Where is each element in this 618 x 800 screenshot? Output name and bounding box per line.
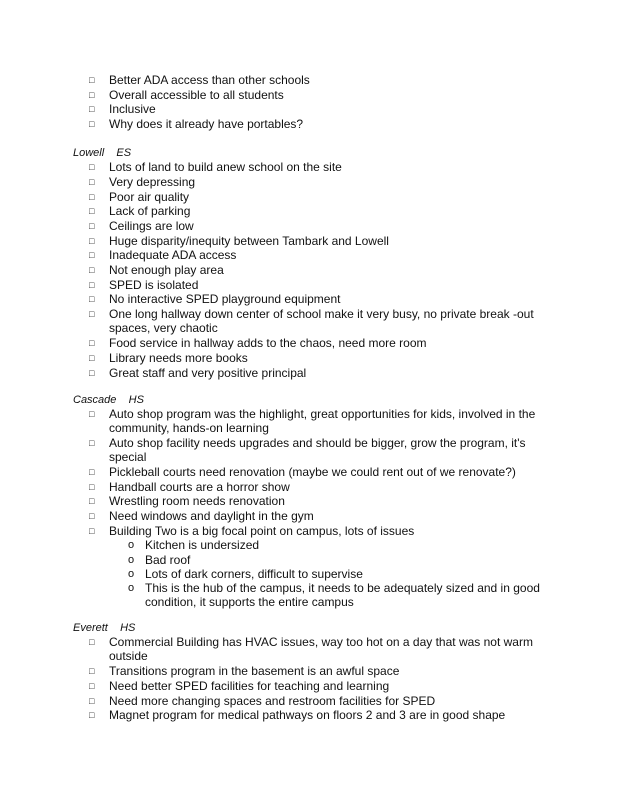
bullet-icon: □ (89, 294, 95, 304)
circle-bullet-icon: o (128, 582, 135, 594)
list-item: □ Overall accessible to all students (89, 88, 284, 102)
bullet-icon: □ (89, 637, 95, 647)
bullet-icon: □ (89, 75, 95, 85)
circle-bullet-icon: o (128, 554, 135, 566)
bullet-icon: □ (89, 119, 95, 129)
bullet-icon: □ (89, 438, 95, 448)
bullet-icon: □ (89, 710, 95, 720)
bullet-icon: □ (89, 496, 95, 506)
section-heading-everett: Everett HS (73, 622, 136, 634)
list-item: □ Inclusive (89, 102, 156, 116)
bullet-icon: □ (89, 338, 95, 348)
list-item: □ Commercial Building has HVAC issues, way too hot on a day that was not warm outside (89, 635, 533, 663)
list-item: □ Not enough play area (89, 263, 224, 277)
bullet-icon: □ (89, 250, 95, 260)
section-heading-cascade: Cascade HS (73, 394, 144, 406)
circle-bullet-icon: o (128, 539, 135, 551)
circle-bullet-icon: o (128, 568, 135, 580)
bullet-icon: □ (89, 162, 95, 172)
bullet-icon: □ (89, 409, 95, 419)
sub-list-item: o Bad roof (128, 553, 191, 567)
bullet-icon: □ (89, 368, 95, 378)
list-item: □ Building Two is a big focal point on campus, lots of issues (89, 524, 415, 538)
bullet-icon: □ (89, 104, 95, 114)
bullet-icon: □ (89, 482, 95, 492)
list-item: □ Pickleball courts need renovation (maybe we could rent out of we renovate?) (89, 465, 516, 479)
sub-list-item: o Kitchen is undersized (128, 538, 260, 552)
list-item: □ No interactive SPED playground equipment (89, 292, 341, 306)
bullet-icon: □ (89, 309, 95, 319)
list-item: □ Lack of parking (89, 204, 191, 218)
list-item: □ Handball courts are a horror show (89, 480, 290, 494)
bullet-icon: □ (89, 280, 95, 290)
bullet-icon: □ (89, 177, 95, 187)
bullet-icon: □ (89, 681, 95, 691)
bullet-icon: □ (89, 265, 95, 275)
list-item: □ Great staff and very positive principal (89, 366, 307, 380)
bullet-icon: □ (89, 236, 95, 246)
list-item: □ Huge disparity/inequity between Tambark and Lowell (89, 234, 389, 248)
list-item: □ One long hallway down center of school make it very busy, no private break -out spaces, very chaotic (89, 307, 534, 335)
bullet-icon: □ (89, 696, 95, 706)
sub-list-item: o Lots of dark corners, difficult to supervise (128, 567, 363, 581)
list-item: □ Wrestling room needs renovation (89, 494, 285, 508)
list-item: □ Need windows and daylight in the gym (89, 509, 314, 523)
list-item: □ Auto shop facility needs upgrades and should be bigger, grow the program, it's special (89, 436, 526, 464)
list-item: □ Food service in hallway adds to the chaos, need more room (89, 336, 427, 350)
bullet-icon: □ (89, 353, 95, 363)
list-item: □ Poor air quality (89, 190, 190, 204)
list-item: □ Very depressing (89, 175, 196, 189)
list-item: □ Transitions program in the basement is an awful space (89, 664, 400, 678)
list-item: □ Why does it already have portables? (89, 117, 304, 131)
bullet-icon: □ (89, 511, 95, 521)
list-item: □ SPED is isolated (89, 278, 199, 292)
bullet-icon: □ (89, 666, 95, 676)
bullet-icon: □ (89, 526, 95, 536)
list-item: □ Ceilings are low (89, 219, 194, 233)
sub-list-item: o This is the hub of the campus, it needs to be adequately sized and in good condition, it supports the entire campus (128, 581, 540, 609)
bullet-icon: □ (89, 192, 95, 202)
bullet-icon: □ (89, 206, 95, 216)
section-heading-lowell: Lowell ES (73, 147, 132, 159)
bullet-icon: □ (89, 467, 95, 477)
list-item: □ Library needs more books (89, 351, 248, 365)
bullet-icon: □ (89, 90, 95, 100)
list-item: □ Inadequate ADA access (89, 248, 237, 262)
list-item: □ Lots of land to build anew school on the site (89, 160, 342, 174)
list-item: □ Auto shop program was the highlight, great opportunities for kids, involved in the community, hands-on learning (89, 407, 536, 435)
list-item: □ Better ADA access than other schools (89, 73, 310, 87)
list-item: □ Need better SPED facilities for teaching and learning (89, 679, 390, 693)
list-item: □ Magnet program for medical pathways on floors 2 and 3 are in good shape (89, 708, 506, 722)
list-item: □ Need more changing spaces and restroom facilities for SPED (89, 694, 436, 708)
bullet-icon: □ (89, 221, 95, 231)
